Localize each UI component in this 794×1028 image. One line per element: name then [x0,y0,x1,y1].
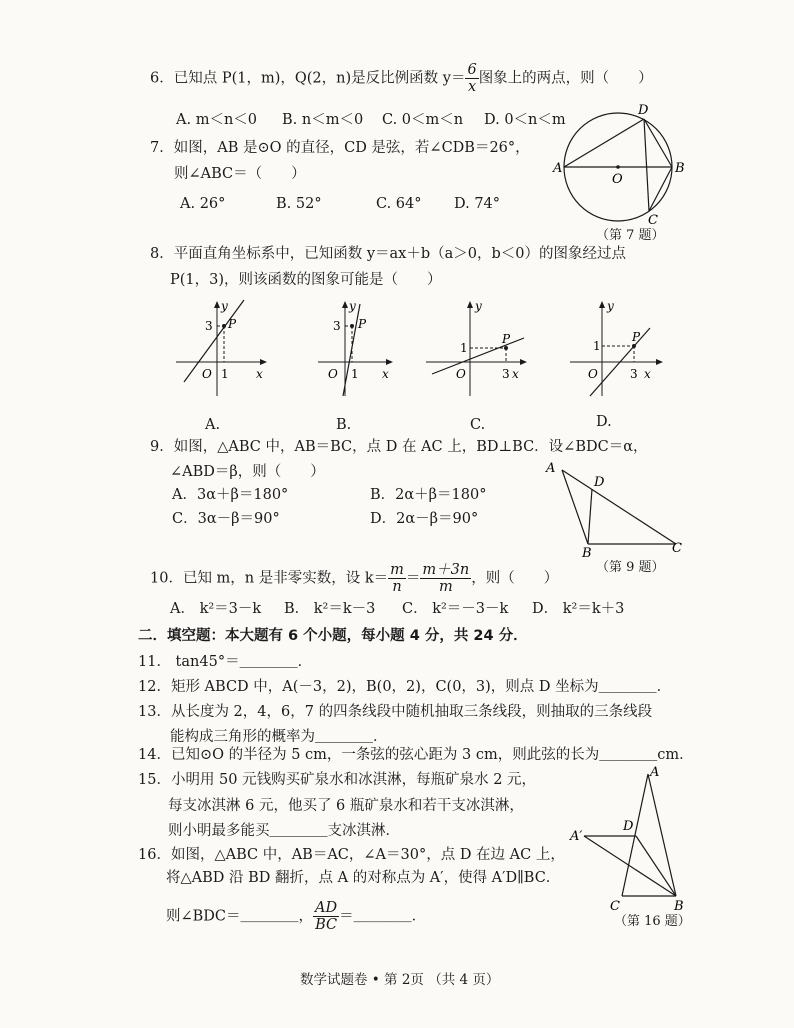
axis-x-label: x [382,367,389,381]
origin-label: O [588,367,598,381]
segment-db [644,119,672,167]
origin-label: O [202,367,212,381]
point-p-label: P [358,317,367,331]
question-9-line2: ∠ABD＝β，则（ ） [170,464,325,480]
side-ab [648,774,676,896]
origin-label: O [328,367,338,381]
axis-y-label: y [475,299,482,313]
q6-option-c[interactable]: C. 0＜m＜n [382,112,464,128]
q9-option-d[interactable]: D．2α－β＝90° [370,511,479,527]
segment-a1b [584,836,676,896]
axis-x-label: x [256,367,263,381]
label-a: A [546,461,556,476]
label-d: D [594,475,605,490]
q8-graph-a [172,298,272,398]
question-6-stem: 6．已知点 P(1，m)，Q(2，n)是反比例函数 y＝ $\frac{6}{x}$ 图象上的两点，则（ ） [150,62,653,95]
tick-y-label: 1 [593,339,601,353]
question-14: 14．已知⊙O 的半径为 5 cm，一条弦的弦心距为 3 cm，则此弦的长为＿＿＿＿cm． [138,747,694,763]
q7-option-c[interactable]: C. 64° [376,196,422,212]
question-11: 11． tan45°＝＿＿＿＿． [138,654,313,670]
q7-caption: （第 7 题） [596,228,665,243]
label-a: A [650,765,660,780]
label-a-prime: A′ [570,829,583,844]
question-16-line1: 16．如图，△ABC 中，AB＝AC，∠A＝30°，点 D 在边 AC 上， [138,847,565,863]
question-7-line1: 7．如图，AB 是⊙O 的直径，CD 是弦，若∠CDB＝26°， [150,140,530,156]
question-13-line2: 能构成三角形的概率为＿＿＿＿． [170,729,388,745]
question-8-line2: P(1，3)，则该函数的图象可能是（ ） [170,272,442,288]
question-16-line2: 将△ABD 沿 BD 翻折，点 A 的对称点为 A′，使得 A′D∥BC． [166,870,561,886]
q10-fraction-1: $\frac{m}{n}$ [390,562,404,595]
side-ac [562,470,676,544]
q10-option-c[interactable]: C． k²＝－3－k [402,601,509,617]
section-2-heading: 二．填空题：本大题有 6 个小题，每小题 4 分，共 24 分． [138,628,528,644]
segment-bd [636,836,676,896]
segment-ad [564,119,644,167]
tick-y-label: 1 [460,341,468,355]
label-d: D [638,103,649,118]
q8-option-c[interactable]: C. [470,417,486,433]
q8-graph-d [568,298,678,398]
q7-option-a[interactable]: A. 26° [180,196,226,212]
question-10-stem: 10．已知 m，n 是非零实数，设 k＝ $\frac{m}{n}$ ＝ $\frac{m+3n}{m}$ ，则（ ） [150,562,559,595]
point-p-label: P [632,330,641,344]
tick-x-label: 3 [630,367,638,381]
origin-label: O [456,367,466,381]
chord-cd [644,119,649,211]
label-c: C [648,213,658,228]
q9-option-c[interactable]: C．3α－β＝90° [172,511,280,527]
q6-option-b[interactable]: B. n＜m＜0 [282,112,364,128]
q8-graph-b [300,298,400,398]
axis-y-label: y [607,299,614,313]
axis-x-label: x [512,367,519,381]
q7-circle-figure [552,100,692,240]
question-12: 12．矩形 ABCD 中，A(－3，2)，B(0，2)，C(0，3)，则点 D 坐标为＿＿＿＿． [138,679,672,695]
q8-option-d[interactable]: D. [596,414,612,430]
q8-option-b[interactable]: B. [336,417,352,433]
question-15-line1: 15．小明用 50 元钱购买矿泉水和冰淇淋，每瓶矿泉水 2 元， [138,772,537,788]
label-c: C [672,541,682,556]
page-footer: 数学试题卷 • 第 2页 （共 4 页） [300,972,500,988]
tick-x-label: 3 [502,367,510,381]
q8-graph-c [424,298,534,398]
axis-y-label: y [221,299,228,313]
question-7-line2: 则∠ABC＝（ ） [174,166,306,182]
q9-triangle-figure [544,456,694,561]
tick-y-label: 3 [205,319,213,333]
tick-y-label: 3 [333,319,341,333]
q7-option-d[interactable]: D. 74° [454,196,501,212]
q6-option-a[interactable]: A. m＜n＜0 [176,112,258,128]
q8-option-a[interactable]: A. [205,417,221,433]
q6-option-d[interactable]: D. 0＜n＜m [484,112,566,128]
side-ab [562,470,588,544]
q6-fraction: $\frac{6}{x}$ [467,62,477,95]
axis-y-label: y [349,299,356,313]
point-p-label: P [502,332,511,346]
q10-option-d[interactable]: D． k²＝k＋3 [532,601,625,617]
q10-fraction-2: $\frac{m+3n}{m}$ [422,562,470,595]
label-d: D [623,819,634,834]
q9-option-a[interactable]: A．3α＋β＝180° [172,487,289,503]
label-b: B [674,899,684,914]
center-point [616,165,620,169]
label-c: C [610,899,620,914]
question-9-line1: 9．如图，△ABC 中，AB＝BC，点 D 在 AC 上，BD⊥BC．设∠BDC＝α， [150,439,648,455]
q16-triangle-figure [566,762,696,922]
side-ac [622,774,648,896]
question-16-line3: 则∠BDC＝＿＿＿＿， $\frac{AD}{BC}$ ＝＿＿＿＿． [166,900,427,933]
q16-caption: （第 16 题） [614,914,691,929]
q10-option-a[interactable]: A． k²＝3－k [170,601,262,617]
label-b: B [582,546,592,561]
q9-option-b[interactable]: B．2α＋β＝180° [370,487,487,503]
question-13-line1: 13．从长度为 2，4，6，7 的四条线段中随机抽取三条线段，则抽取的三条线段 [138,704,653,720]
point-p-label: P [228,317,237,331]
label-o: O [612,172,623,187]
segment-bc [649,167,672,211]
axis-x-label: x [644,367,651,381]
q16-fraction: $\frac{AD}{BC}$ [315,900,338,933]
q9-caption: （第 9 题） [596,560,665,575]
segment-bd [588,489,592,544]
question-15-line3: 则小明最多能买＿＿＿＿支冰淇淋． [168,823,400,839]
question-8-line1: 8．平面直角坐标系中，已知函数 y＝ax＋b（a＞0，b＜0）的图象经过点 [150,246,627,262]
label-a: A [553,161,563,176]
tick-x-label: 1 [221,367,229,381]
label-b: B [675,161,685,176]
q10-option-b[interactable]: B． k²＝k－3 [284,601,376,617]
question-15-line2: 每支冰淇淋 6 元，他买了 6 瓶矿泉水和若干支冰淇淋， [168,798,524,814]
q7-option-b[interactable]: B. 52° [276,196,322,212]
tick-x-label: 1 [351,367,359,381]
